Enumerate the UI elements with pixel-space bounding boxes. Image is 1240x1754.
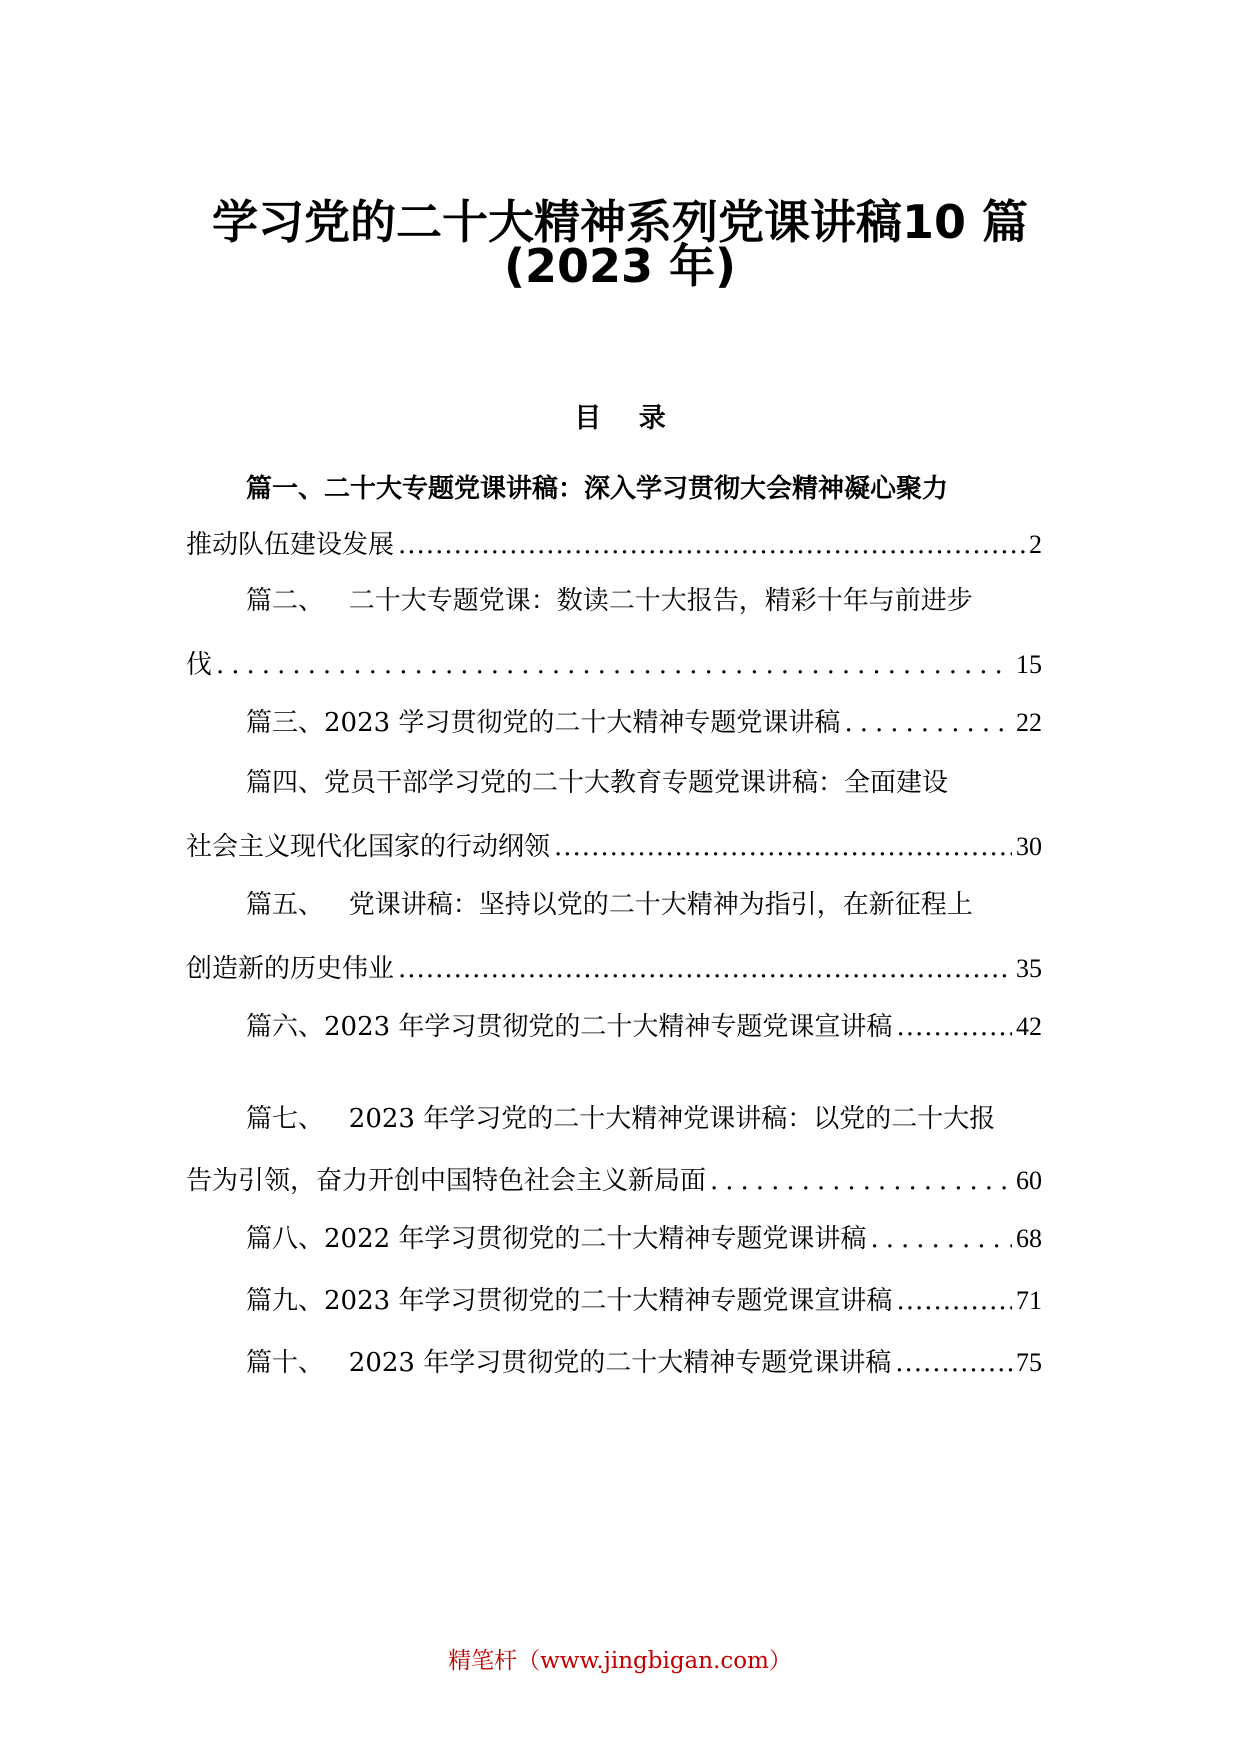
toc-leader-dots (870, 1222, 1012, 1256)
toc-entry-8[interactable] (246, 1222, 1042, 1256)
toc-entry-3[interactable] (246, 706, 1042, 740)
toc-leader-dots (896, 1284, 1012, 1318)
toc-entry-2-line1[interactable]: 篇二、 二十大专题党课：数读二十大报告，精彩十年与前进步 (246, 586, 973, 616)
toc-leader-dots (398, 528, 1025, 562)
toc-entry-6[interactable] (246, 1010, 1042, 1044)
toc-entry-2-line2[interactable] (186, 648, 1042, 682)
toc-entry-4-line2[interactable] (186, 830, 1042, 864)
toc-entry-text: 篇八、2022 年学习贯彻党的二十大精神专题党课讲稿 (246, 1224, 867, 1254)
toc-entry-text: 伐 (186, 650, 213, 680)
toc-page-number: 68 (1016, 1224, 1042, 1253)
toc-leader-dots (896, 1010, 1012, 1044)
toc-page-number: 35 (1016, 954, 1042, 983)
toc-entry-1-line1[interactable]: 篇一、二十大专题党课讲稿：深入学习贯彻大会精神凝心聚力 (246, 474, 949, 504)
toc-page-number: 71 (1016, 1286, 1042, 1315)
toc-entry-9[interactable] (246, 1284, 1042, 1318)
toc-entry-text: 创造新的历史伟业 (186, 954, 395, 984)
toc-leader-dots (398, 952, 1012, 986)
toc-leader-dots (710, 1164, 1012, 1198)
toc-entry-text: 告为引领，奋力开创中国特色社会主义新局面 (186, 1166, 707, 1196)
toc-entry-text: 篇三、2023 学习贯彻党的二十大精神专题党课讲稿 (246, 708, 841, 738)
toc-entry-5-line2[interactable] (186, 952, 1042, 986)
toc-entry-7-line1[interactable]: 篇七、 2023 年学习党的二十大精神党课讲稿：以党的二十大报 (246, 1104, 996, 1134)
toc-entry-text: 篇九、2023 年学习贯彻党的二十大精神专题党课宣讲稿 (246, 1286, 893, 1316)
toc-leader-dots (844, 706, 1012, 740)
toc-entry-text: 篇十、 2023 年学习贯彻党的二十大精神专题党课讲稿 (246, 1348, 892, 1378)
toc-entry-text: 推动队伍建设发展 (186, 530, 395, 560)
toc-page-number: 75 (1016, 1348, 1042, 1377)
toc-heading: 目 录 (574, 403, 666, 434)
toc-entry-7-line2[interactable] (186, 1164, 1042, 1198)
toc-entry-10[interactable] (246, 1346, 1042, 1380)
toc-entry-text: 篇六、2023 年学习贯彻党的二十大精神专题党课宣讲稿 (246, 1012, 893, 1042)
toc-entry-5-line1[interactable]: 篇五、 党课讲稿：坚持以党的二十大精神为指引，在新征程上 (246, 890, 973, 920)
toc-page-number: 15 (1016, 650, 1042, 679)
toc-entry-1-line2[interactable] (186, 528, 1042, 562)
toc-entry-4-line1[interactable]: 篇四、党员干部学习党的二十大教育专题党课讲稿：全面建设 (246, 768, 949, 798)
toc-page-number: 42 (1016, 1012, 1042, 1041)
toc-page-number: 30 (1016, 832, 1042, 861)
toc-leader-dots (895, 1346, 1012, 1380)
toc-page-number: 2 (1029, 530, 1042, 559)
document-title-line2: (2023 年) (503, 239, 737, 293)
footer-watermark-link[interactable]: 精笔杆（www.jingbigan.com） (448, 1648, 792, 1674)
toc-leader-dots (554, 830, 1012, 864)
toc-page-number: 60 (1016, 1166, 1042, 1195)
document-title-line1: 学习党的二十大精神系列党课讲稿10 篇 (211, 195, 1029, 249)
toc-leader-dots (216, 648, 1012, 682)
toc-page-number: 22 (1016, 708, 1042, 737)
toc-entry-text: 社会主义现代化国家的行动纲领 (186, 832, 551, 862)
